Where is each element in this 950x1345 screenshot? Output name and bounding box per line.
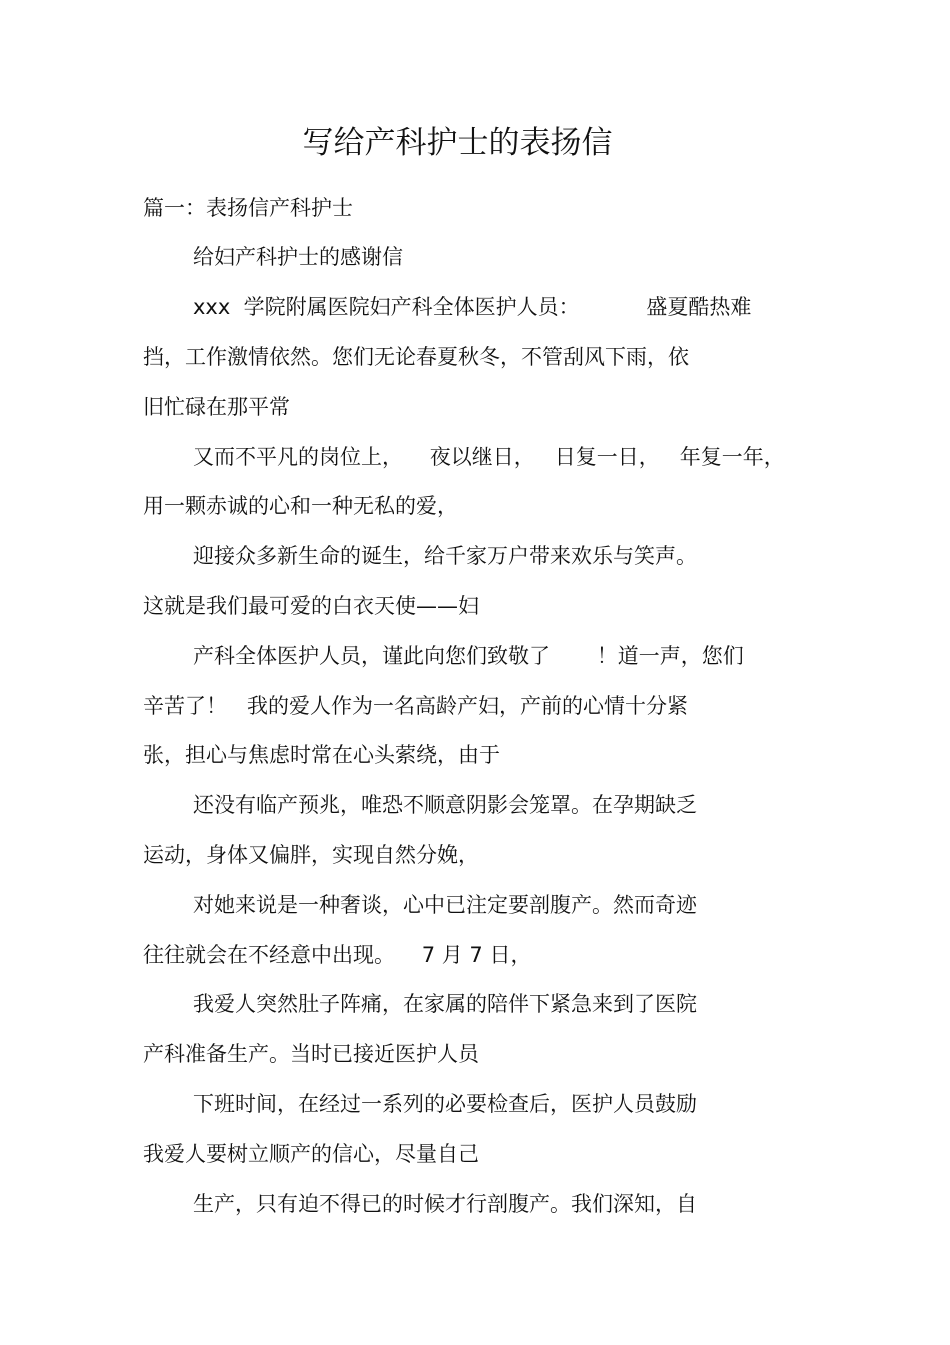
body-line: 张，担心与焦虑时常在心头萦绕，由于 bbox=[143, 743, 500, 767]
letter-subheading: 给妇产科护士的感谢信 bbox=[193, 245, 403, 269]
body-line: 又而不平凡的岗位上， 夜以继日， 日复一日， 年复一年， bbox=[193, 445, 785, 469]
body-line: 旧忙碌在那平常 bbox=[143, 395, 290, 419]
body-line: 对她来说是一种奢谈，心中已注定要剖腹产。然而奇迹 bbox=[193, 893, 697, 917]
body-line: 辛苦了！ 我的爱人作为一名高龄产妇，产前的心情十分紧 bbox=[143, 694, 689, 718]
body-line: xxx 学院附属医院妇产科全体医护人员： 盛夏酷热难 bbox=[193, 295, 752, 319]
body-line: 生产，只有迫不得已的时候才行剖腹产。我们深知，自 bbox=[193, 1192, 697, 1216]
body-line: 产科全体医护人员，谨此向您们致敬了 ！道一声，您们 bbox=[193, 644, 744, 668]
body-line: 用一颗赤诚的心和一种无私的爱， bbox=[143, 494, 458, 518]
document-title: 写给产科护士的表扬信 bbox=[302, 125, 613, 161]
body-line: 产科准备生产。当时已接近医护人员 bbox=[143, 1042, 479, 1066]
body-line: 往往就会在不经意中出现。 7 月 7 日， bbox=[143, 943, 532, 967]
body-line: 挡，工作激情依然。您们无论春夏秋冬，不管刮风下雨，依 bbox=[143, 345, 689, 369]
body-line: 这就是我们最可爱的白衣天使——妇 bbox=[143, 594, 479, 618]
body-line: 我爱人要树立顺产的信心，尽量自己 bbox=[143, 1142, 479, 1166]
body-line: 我爱人突然肚子阵痛，在家属的陪伴下紧急来到了医院 bbox=[193, 992, 697, 1016]
body-line: 迎接众多新生命的诞生，给千家万户带来欢乐与笑声。 bbox=[193, 544, 697, 568]
section-heading: 篇一：表扬信产科护士 bbox=[143, 196, 353, 220]
body-line: 下班时间，在经过一系列的必要检查后，医护人员鼓励 bbox=[193, 1092, 697, 1116]
body-line: 还没有临产预兆，唯恐不顺意阴影会笼罩。在孕期缺乏 bbox=[193, 793, 697, 817]
body-line: 运动，身体又偏胖，实现自然分娩， bbox=[143, 843, 479, 867]
